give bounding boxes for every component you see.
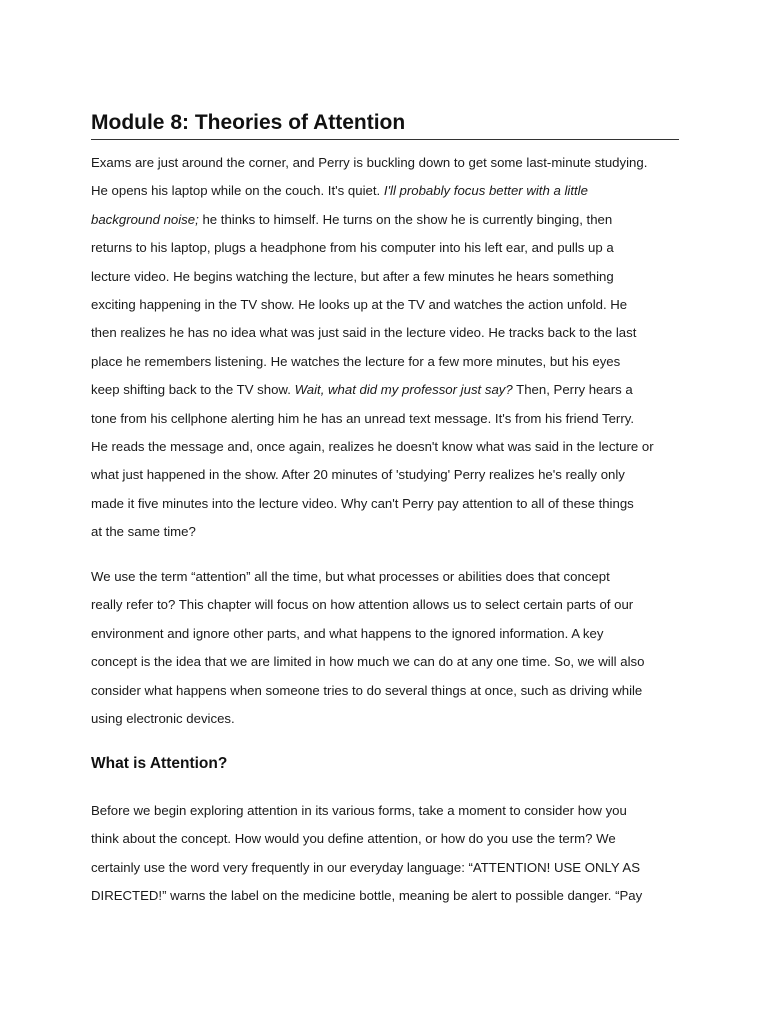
paragraph-line: then realizes he has no idea what was just said in the lecture video. He tracks back to the last [91,325,637,341]
paragraph-line: returns to his laptop, plugs a headphone from his computer into his left ear, and pulls up a [91,240,614,256]
paragraph-line: at the same time? [91,524,196,540]
section-heading: What is Attention? [91,755,228,772]
intro-paragraph [91,149,679,547]
paragraph-line: Exams are just around the corner, and Perry is buckling down to get some last-minute studying. [91,155,648,170]
paragraph-line: environment and ignore other parts, and what happens to the ignored information. A key [91,625,604,641]
paragraph-line [91,206,679,234]
paragraph-line: Before we begin exploring attention in its various forms, take a moment to consider how you [91,803,627,818]
paragraph-line [91,177,679,205]
paragraph-line [91,376,679,404]
paragraph-line: concept is the idea that we are limited in how much we can do at any one time. So, we will also [91,654,645,670]
paragraph-line: He reads the message and, once again, realizes he doesn't know what was said in the lecture or [91,439,654,455]
paragraph-line: certainly use the word very frequently in our everyday language: “ATTENTION! USE ONLY AS [91,859,640,875]
paragraph-line: using electronic devices. [91,711,235,727]
italic-thought: I'll probably focus better with a little [383,183,588,199]
paragraph-line: consider what happens when someone tries to do several things at once, such as driving while [91,682,643,698]
italic-thought: background noise; [91,211,199,227]
paragraph-line: lecture video. He begins watching the lecture, but after a few minutes he hears something [91,268,614,284]
chapter-overview-paragraph [91,563,679,733]
paragraph-line: think about the concept. How would you define attention, or how do you use the term? We [91,831,616,847]
definition-paragraph [91,797,679,911]
paragraph-text: keep shifting back to the TV show. [91,382,295,398]
paragraph-line: made it five minutes into the lecture video. Why can't Perry pay attention to all of these things [91,495,634,511]
paragraph-line: really refer to? This chapter will focus on how attention allows us to select certain parts of our [91,597,634,613]
paragraph-text: Then, Perry hears a [512,382,633,398]
paragraph-line: tone from his cellphone alerting him he has an unread text message. It's from his friend Terry. [91,410,634,426]
paragraph-line: place he remembers listening. He watches the lecture for a few more minutes, but his eyes [91,353,621,369]
paragraph-line: DIRECTED!” warns the label on the medicine bottle, meaning be alert to possible danger. “Pay [91,888,643,904]
paragraph-line: exciting happening in the TV show. He looks up at the TV and watches the action unfold. He [91,297,628,313]
paragraph-text: he thinks to himself. He turns on the show he is currently binging, then [198,211,613,227]
italic-thought: Wait, what did my professor just say? [294,382,513,398]
paragraph-line: We use the term “attention” all the time, but what processes or abilities does that concept [91,569,610,584]
paragraph-line: what just happened in the show. After 20 minutes of 'studying' Perry realizes he's really only [91,467,625,483]
module-title: Module 8: Theories of Attention [91,108,679,140]
paragraph-text: He opens his laptop while on the couch. It's quiet. [91,183,384,199]
